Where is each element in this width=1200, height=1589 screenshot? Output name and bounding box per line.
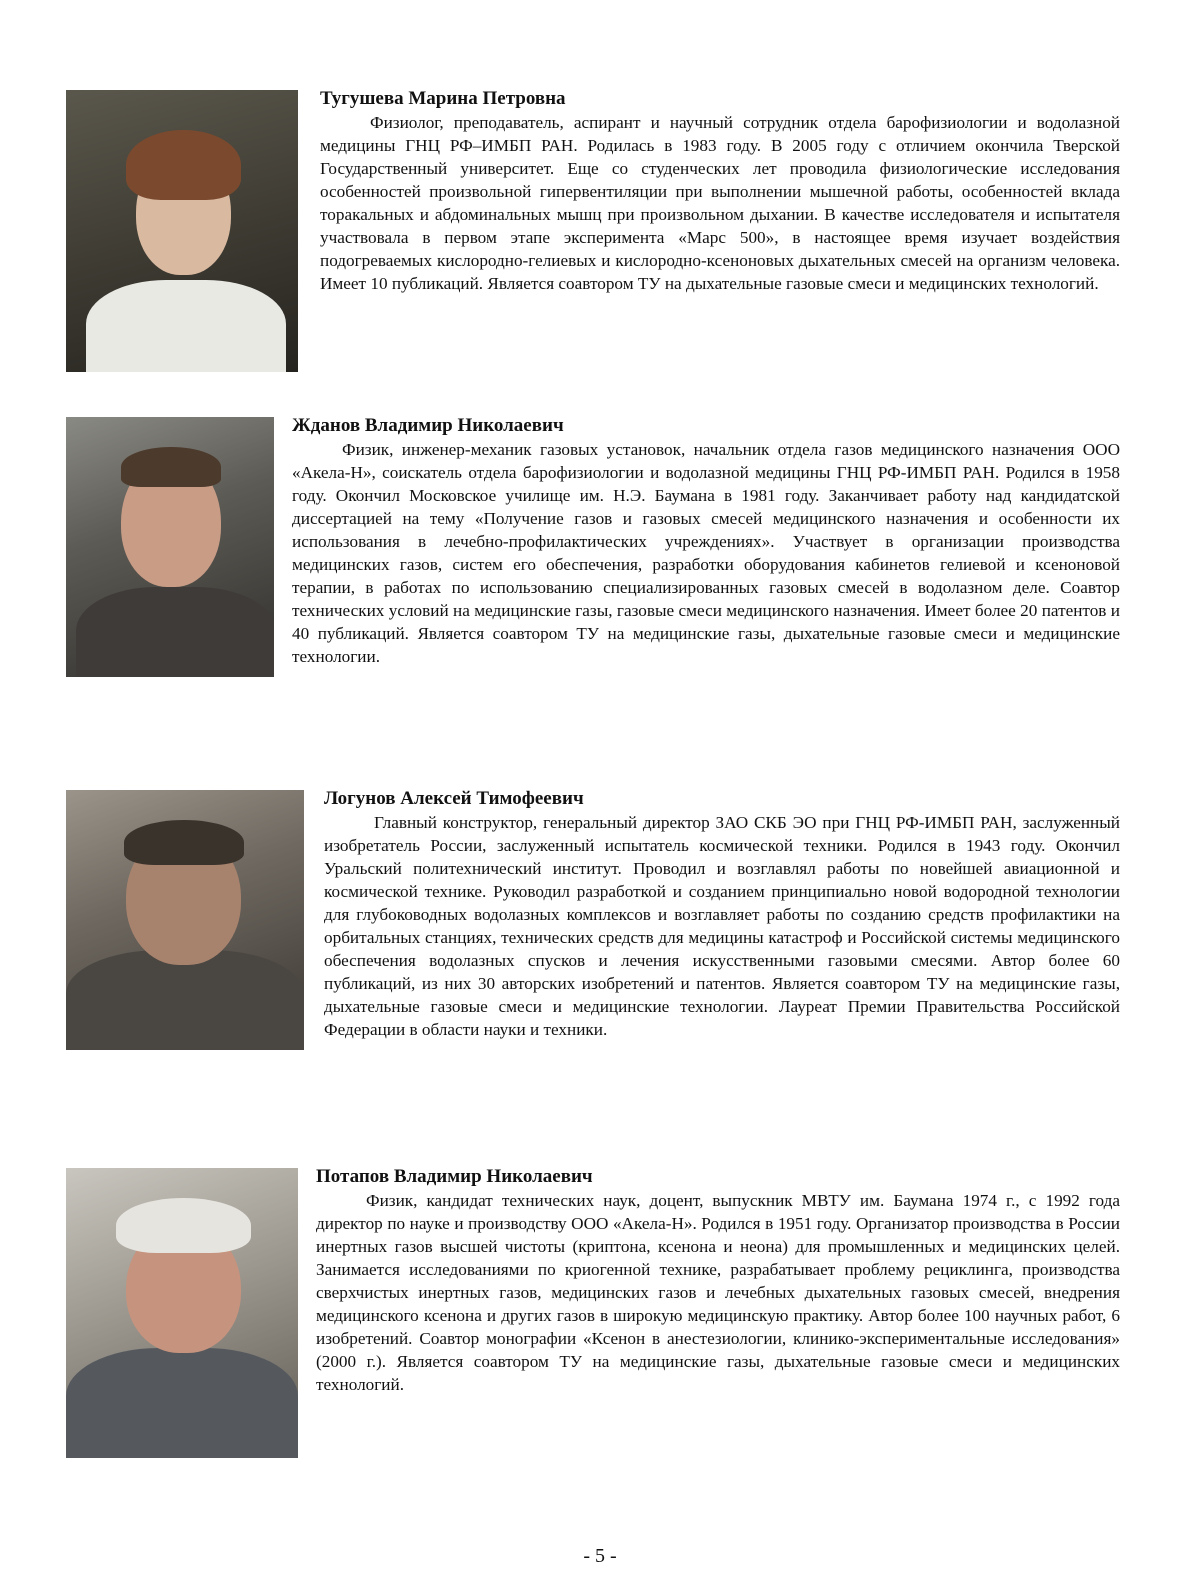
bio-name: Логунов Алексей Тимофеевич	[324, 788, 584, 809]
page-number: - 5 -	[583, 1545, 617, 1567]
portrait-photo-logunov	[66, 790, 304, 1050]
portrait-photo-potapov	[66, 1168, 298, 1458]
bio-name: Потапов Владимир Николаевич	[316, 1166, 593, 1187]
bio-tugusheva	[66, 88, 1120, 374]
bio-text: Физик, инженер-механик газовых установок, начальник отдела газов медицинского назначения ООО «Акела-Н», соискатель отдела барофизиологии и водолазной медицины ГНЦ РФ-ИМБП РАН. Родился в 1958 году. Окончил Московское училище им. Н.Э. Баумана в 1981 году. Заканчивает работу над кандидатской диссертацией на тему «Получение газов и газовых смесей медицинского назначения и особенности их использования в лечебно-профилактических учреждениях». Участвует в организации производства медицинских газов, систем его обеспечения, разработки оборудования кабинетов гелиевой и ксеноновой терапии, в работах по использованию специализированных газовых смесей в водолазном деле. Соавтор технических условий на медицинские газы, газовые смеси медицинского назначения. Имеет более 20 патентов и 40 публикаций. Является соавтором ТУ на медицинские газы, дыхательные газовые смеси и медицинские технологии.	[292, 440, 1120, 666]
bio-text: Физиолог, преподаватель, аспирант и научный сотрудник отдела барофизиологии и водолазной медицины ГНЦ РФ–ИМБП РАН. Родилась в 1983 году. В 2005 году с отличием окончила Тверской Государственный университет. Еще со студенческих лет проводила физиологические исследования особенностей произвольной гипервентиляции при выполнении мышечной работы, особенностей вклада торакальных и абдоминальных мышц при произвольном дыхании. В качестве исследователя и испытателя участвовала в первом этапе эксперимента «Марс 500», в настоящее время изучает воздействия подогреваемых кислородно-гелиевых и кислородно-ксеноновых дыхательных смесей на организм человека. Имеет 10 публикаций. Является соавтором ТУ на дыхательные газовые смеси и медицинских технологий.	[320, 113, 1120, 293]
bio-name: Жданов Владимир Николаевич	[292, 415, 564, 436]
bio-text: Физик, кандидат технических наук, доцент, выпускник МВТУ им. Баумана 1974 г., с 1992 года директор по науке и производству ООО «Акела-Н». Родился в 1951 году. Организатор производства в России инертных газов высшей чистоты (криптона, ксенона и неона) для промышленных и медицинских целей. Занимается исследованиями по криогенной технике, разрабатывает проблему рециклинга, производства сверхчистых инертных газов, медицинских газов и лечебных дыхательных газовых смесей, внедрения медицинского ксенона и других газов в широкую медицинскую практику. Автор более 100 научных работ, 6 изобретений. Соавтор монографии «Ксенон в анестезиологии, клинико-экспериментальные исследования» (2000 г.). Является соавтором ТУ на медицинские газы, дыхательные газовые смеси и медицинских технологий.	[316, 1191, 1120, 1394]
bio-logunov	[66, 788, 1120, 1052]
portrait-photo-tugusheva	[66, 90, 298, 372]
bio-name: Тугушева Марина Петровна	[320, 88, 566, 109]
bio-zhdanov	[66, 415, 1120, 679]
portrait-photo-zhdanov	[66, 417, 274, 677]
bio-potapov	[66, 1166, 1120, 1460]
bio-text: Главный конструктор, генеральный директор ЗАО СКБ ЭО при ГНЦ РФ-ИМБП РАН, заслуженный изобретатель России, заслуженный испытатель космической техники. Родился в 1943 году. Окончил Уральский политехнический институт. Проводил и возглавлял работы по новейшей авиационной и космической технике. Руководил разработкой и созданием принципиально новой водородной технологии для глубоководных водолазных комплексов и возглавляет работы по созданию средств профилактики на орбитальных станциях, технических средств для медицины катастроф и Российской системы медицинского обеспечения водолазных спусков и лечения искусственными газовыми смесями. Автор более 60 публикаций, из них 30 авторских изобретений и патентов. Является соавтором ТУ на медицинские газы, дыхательные газовые смеси и медицинские технологии. Лауреат Премии Правительства Российской Федерации в области науки и техники.	[324, 813, 1120, 1039]
